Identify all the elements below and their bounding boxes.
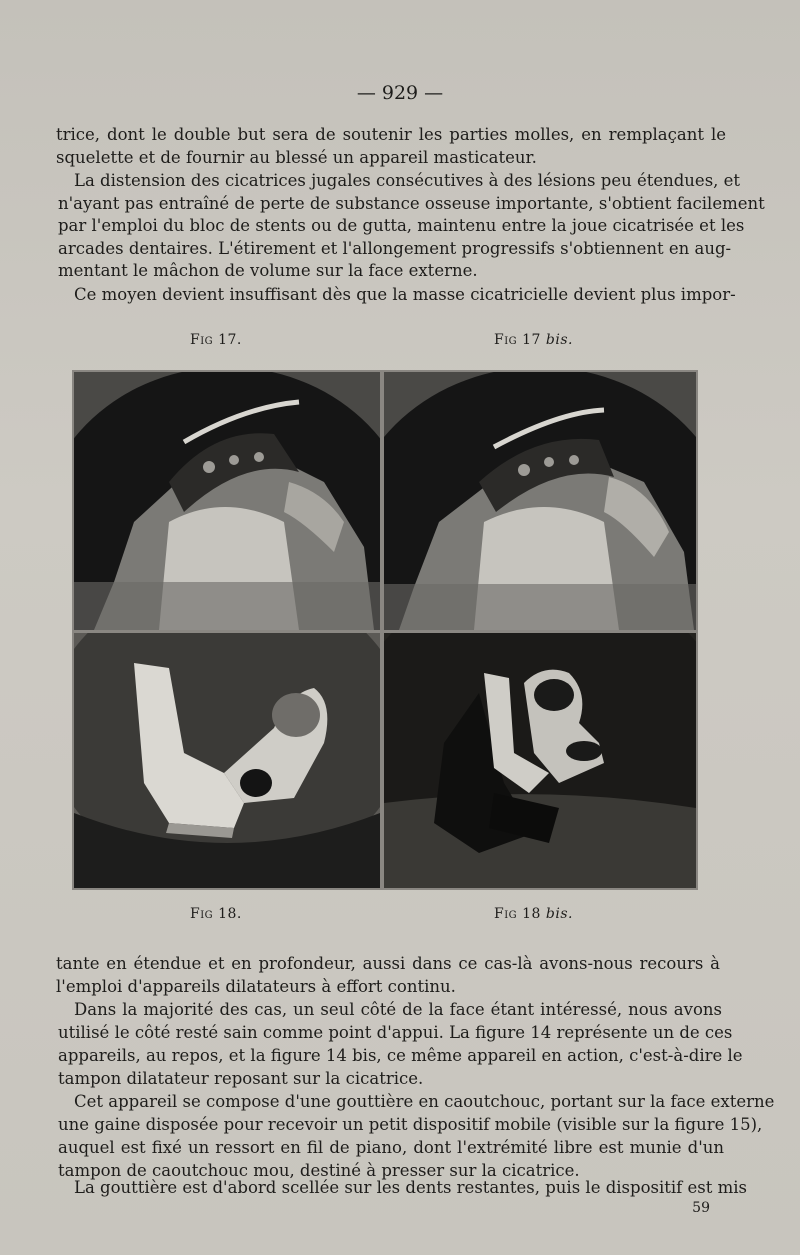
- caption-fig-18: [190, 906, 242, 922]
- text-line: une gaine disposée pour recevoir un petit dispositif mobile (visible sur la figure 15),: [58, 1115, 763, 1134]
- figure-plate: [72, 370, 698, 890]
- signature-mark: 59: [692, 1200, 710, 1216]
- paragraph-distension: [58, 170, 765, 283]
- paragraph-appareil: [58, 1090, 775, 1182]
- photo-fig-17-bis: [384, 372, 696, 630]
- caption-fig-18-bis: [494, 906, 573, 922]
- text-line: tampon dilatateur reposant sur la cicatrice.: [58, 1069, 424, 1088]
- text-line: Cet appareil se compose d'une gouttière en caoutchouc, portant sur la face externe: [74, 1092, 775, 1111]
- page-number: — 929 —: [356, 82, 444, 104]
- caption-fig-17-bis: [494, 332, 573, 348]
- text-line: tampon de caoutchouc mou, destiné à presser sur la cicatrice.: [58, 1161, 580, 1180]
- text-line: La gouttière est d'abord scellée sur les dents restantes, puis le dispositif est mis: [74, 1178, 748, 1197]
- paragraph-moyen: [74, 284, 736, 307]
- text-line: l'emploi d'appareils dilatateurs à effort continu.: [56, 977, 456, 996]
- text-line: utilisé le côté resté sain comme point d'appui. La figure 14 représente un de ces: [58, 1023, 733, 1042]
- photo-fig-18: [74, 633, 380, 888]
- text-line: Dans la majorité des cas, un seul côté de la face étant intéressé, nous avons: [74, 1000, 722, 1019]
- text-line: La distension des cicatrices jugales consécutives à des lésions peu étendues, et: [74, 171, 741, 190]
- text-line: arcades dentaires. L'étirement et l'allongement progressifs s'obtiennent en aug-: [58, 238, 732, 258]
- text-line: n'ayant pas entraîné de perte de substance osseuse importante, s'obtient facilement: [58, 193, 765, 213]
- caption-prefix: Fig: [494, 906, 518, 922]
- text-line: trice, dont le double but sera de soutenir les parties molles, en remplaçant le: [56, 125, 726, 144]
- caption-number: 18: [522, 906, 541, 922]
- text-line: Ce moyen devient insuffisant dès que la masse cicatricielle devient plus impor-: [74, 285, 736, 304]
- text-line: mentant le mâchon de volume sur la face externe.: [58, 261, 478, 281]
- paragraph-continuation: [56, 124, 726, 169]
- caption-prefix: Fig: [190, 906, 214, 922]
- caption-fig-17: [190, 332, 242, 348]
- caption-number: 17: [522, 332, 541, 348]
- text-line: appareils, au repos, et la figure 14 bis, ce même appareil en action, c'est-à-dire le: [58, 1046, 743, 1065]
- text-line: squelette et de fournir au blessé un appareil masticateur.: [56, 147, 537, 167]
- caption-number: 18.: [218, 906, 242, 922]
- text-line: tante en étendue et en profondeur, aussi dans ce cas-là avons-nous recours à: [56, 954, 720, 973]
- caption-suffix: bis.: [545, 906, 573, 922]
- paragraph-gouttiere: [74, 1176, 748, 1199]
- text-line: par l'emploi du bloc de stents ou de gutta, maintenu entre la joue cicatrisée et les: [58, 216, 745, 236]
- paragraph-majorite: [58, 998, 743, 1090]
- caption-prefix: Fig: [494, 332, 518, 348]
- photo-fig-17: [74, 372, 380, 630]
- caption-prefix: Fig: [190, 332, 214, 348]
- caption-number: 17.: [218, 332, 242, 348]
- caption-suffix: bis.: [545, 332, 573, 348]
- photo-fig-18-bis: [384, 633, 696, 888]
- paragraph-tante: [56, 952, 720, 998]
- text-line: auquel est fixé un ressort en fil de piano, dont l'extrémité libre est munie d'un: [58, 1138, 724, 1157]
